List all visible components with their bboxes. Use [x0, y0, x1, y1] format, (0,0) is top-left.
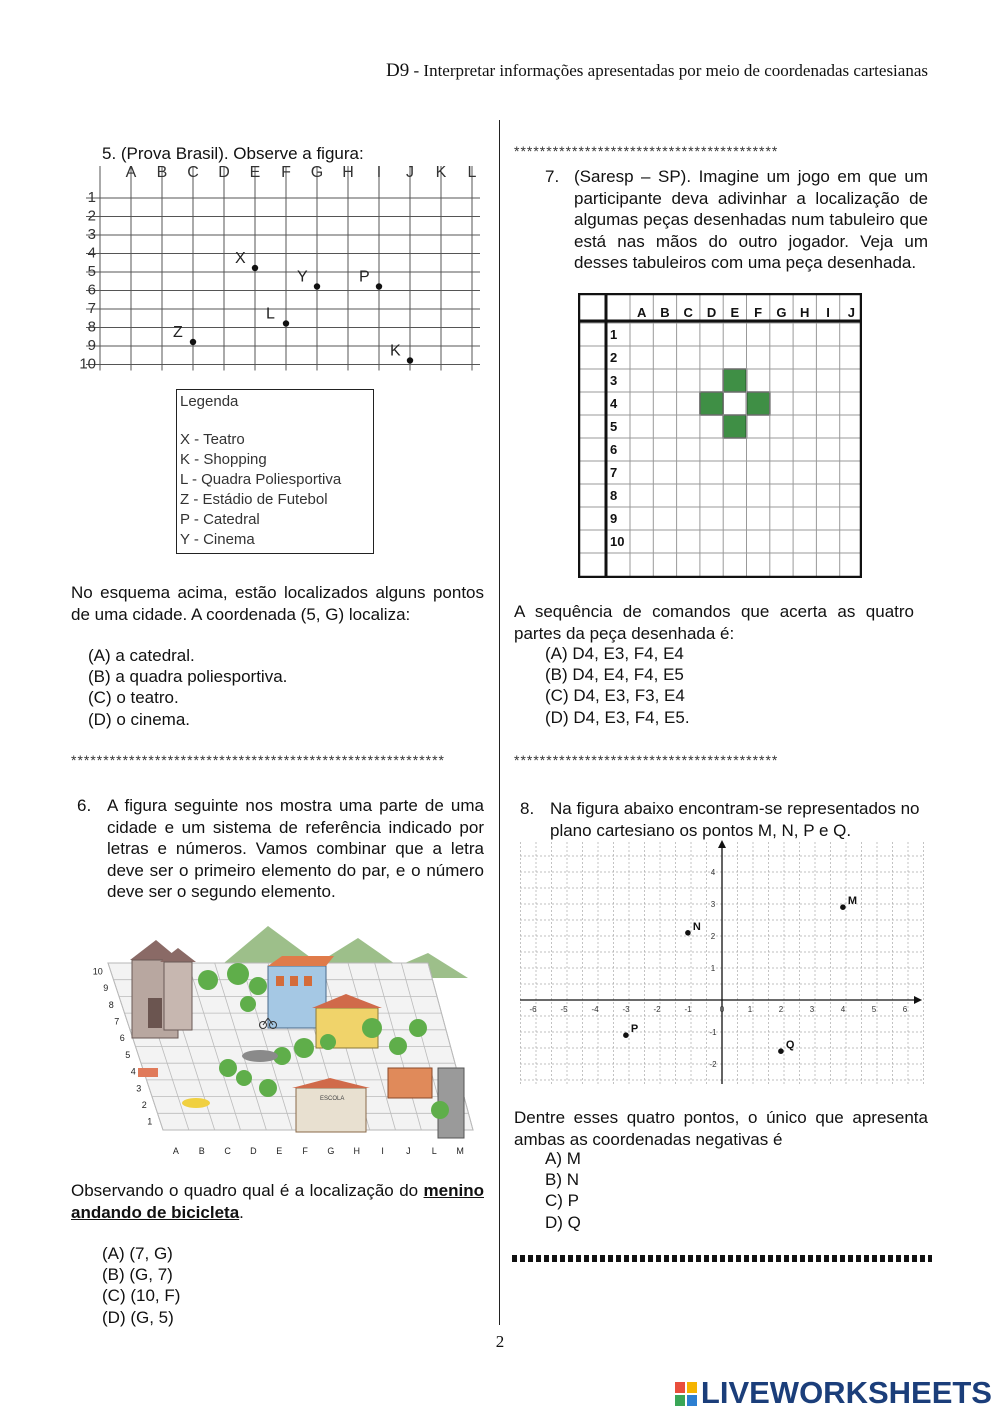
col-label: I [381, 1146, 384, 1156]
column-divider [499, 120, 500, 1325]
school-icon [292, 1078, 370, 1132]
q5-option-c[interactable]: (C) o teatro. [88, 688, 179, 708]
row-label: 10 [92, 966, 103, 977]
y-tick-label: 4 [710, 868, 716, 877]
board-filled-cell [723, 415, 746, 438]
q7-option-b[interactable]: (B) D4, E4, F4, E5 [545, 665, 684, 685]
row-label: 1 [610, 327, 618, 342]
col-label: E [249, 164, 261, 181]
x-tick-label: 4 [840, 1005, 846, 1014]
col-label: G [776, 305, 787, 320]
q6-option-b[interactable]: (B) (G, 7) [102, 1265, 173, 1285]
q6-text [71, 1180, 484, 1223]
point-y [314, 283, 320, 289]
col-label: C [187, 164, 199, 181]
legend-title: Legenda [180, 393, 239, 410]
legend-item: L - Quadra Poliesportiva [180, 471, 342, 488]
col-label: D [218, 164, 230, 181]
col-label: J [847, 305, 855, 320]
row-label: 6 [119, 1033, 125, 1044]
row-label: 4 [87, 244, 96, 262]
row-label: 6 [610, 442, 618, 457]
separator-stars: ***************************************** [514, 752, 779, 768]
page-number: 2 [495, 1332, 505, 1351]
brand-icon [675, 1382, 697, 1406]
board-filled-cell [723, 369, 746, 392]
q7-option-d[interactable]: (D) D4, E3, F4, E5. [545, 707, 690, 727]
row-label: 2 [87, 207, 96, 225]
row-label: 2 [141, 1099, 147, 1110]
q7-board [578, 293, 862, 578]
row-label: 8 [87, 318, 96, 336]
col-label: B [660, 305, 670, 320]
point-label: P [630, 1023, 639, 1036]
row-label: 3 [136, 1083, 142, 1094]
q5-legend [176, 389, 374, 554]
header-sep: - [409, 61, 424, 80]
point-p [623, 1032, 629, 1038]
col-label: K [435, 164, 447, 181]
q8-number: 8. [520, 799, 535, 818]
row-label: 3 [610, 373, 618, 388]
x-tick-label: 2 [778, 1005, 784, 1014]
row-label: 9 [103, 983, 109, 994]
col-label: F [281, 164, 291, 181]
col-label: L [431, 1146, 437, 1156]
point-x [252, 265, 258, 271]
q8-option-c[interactable]: C) P [545, 1191, 579, 1211]
row-label: 5 [610, 419, 618, 434]
q7-text: A sequência de comandos que acerta as quatro partes da peça desenhada é: [514, 602, 914, 643]
row-label: 6 [87, 281, 96, 299]
row-label: 4 [130, 1066, 136, 1077]
col-label: C [683, 305, 693, 320]
q8-options [545, 1148, 581, 1233]
col-label: E [730, 305, 740, 320]
y-tick-label: -2 [709, 1060, 717, 1069]
legend-item: Z - Estádio de Futebol [180, 491, 328, 508]
point-z [190, 339, 196, 345]
row-label: 7 [610, 465, 618, 480]
col-label: F [302, 1146, 308, 1156]
q6-option-d[interactable]: (D) (G, 5) [102, 1307, 174, 1327]
q6-option-a[interactable]: (A) (7, G) [102, 1244, 173, 1263]
row-label: 1 [147, 1116, 153, 1127]
row-label: 7 [87, 300, 96, 317]
x-tick-label: 5 [871, 1005, 877, 1014]
col-label: H [353, 1146, 360, 1156]
x-tick-label: -2 [653, 1005, 661, 1014]
point-label: Y [297, 268, 308, 286]
point-n [685, 930, 691, 936]
col-label: A [172, 1146, 179, 1156]
col-label: G [310, 164, 324, 181]
dashed-separator [512, 1255, 932, 1262]
point-label: L [266, 305, 275, 323]
q5-prompt: 5. (Prova Brasil). Observe a figura: [102, 144, 364, 163]
q5-option-d[interactable]: (D) o cinema. [88, 709, 191, 729]
church-icon [130, 940, 196, 1038]
legend-item: K - Shopping [180, 451, 267, 468]
col-label: M [456, 1146, 464, 1156]
point-label: Z [173, 324, 183, 341]
q8-text: Dentre esses quatro pontos, o único que apresenta ambas as coordenadas negativas é [514, 1108, 928, 1149]
col-label: J [406, 1146, 411, 1156]
x-axis-arrow [914, 996, 922, 1004]
q6-option-c[interactable]: (C) (10, F) [102, 1286, 181, 1306]
q5-text: No esquema acima, estão localizados alguns pontos de uma cidade. A coordenada (5, G) localiza: [71, 583, 484, 624]
q6-text-before: Observando o quadro qual é a localização do [71, 1181, 424, 1200]
legend-item: X - Teatro [180, 431, 245, 448]
col-label: H [342, 164, 354, 181]
y-tick-label: 2 [710, 932, 716, 941]
q8-option-b[interactable]: B) N [545, 1170, 579, 1190]
x-tick-label: -1 [684, 1005, 692, 1014]
separator-stars: ***************************************** [514, 143, 779, 159]
legend-item: Y - Cinema [180, 531, 255, 548]
col-label: B [156, 164, 168, 181]
brand-name: LIVEWORKSHEETS [700, 1375, 992, 1410]
col-label: I [826, 305, 830, 320]
q8-option-d[interactable]: D) Q [545, 1212, 581, 1232]
point-k [407, 357, 413, 363]
col-label: E [276, 1146, 283, 1156]
point-p [376, 283, 382, 289]
col-label: L [467, 164, 477, 181]
col-label: I [376, 164, 382, 181]
point-label: P [359, 268, 370, 286]
car-icon [182, 1098, 210, 1108]
house-icon [388, 1068, 432, 1098]
x-tick-label: 3 [809, 1005, 815, 1014]
x-tick-label: -4 [591, 1005, 599, 1014]
x-tick-label: -6 [529, 1005, 537, 1014]
q6-body: A figura seguinte nos mostra uma parte de uma cidade e um sistema de referência indicado por letras e números. Vamos combinar que a letra deve ser o primeiro elemento do par, e o número deve ser o segundo elemento. [107, 796, 484, 901]
q7-options [545, 643, 690, 728]
q6-options [102, 1243, 180, 1328]
q7-option-a[interactable]: (A) D4, E3, F4, E4 [545, 644, 684, 663]
q7-option-c[interactable]: (C) D4, E3, F3, E4 [545, 686, 685, 706]
col-label: A [636, 305, 647, 320]
separator-stars: ********************************************************** [71, 752, 445, 768]
header-code: D9 [386, 60, 410, 81]
q6-city-map [68, 918, 480, 1160]
car-icon [138, 1068, 158, 1077]
x-tick-label: 0 [719, 1005, 725, 1014]
y-axis-arrow [718, 840, 726, 848]
q6-text-after: . [239, 1202, 244, 1222]
point-label: M [847, 895, 858, 908]
q5-options [88, 645, 287, 730]
header-title: Interpretar informações apresentadas por meio de coordenadas cartesianas [423, 61, 928, 80]
point-label: Q [785, 1039, 795, 1052]
x-tick-label: 1 [747, 1005, 753, 1014]
row-label: 7 [114, 1016, 120, 1027]
legend-item: P - Catedral [180, 511, 260, 528]
board-filled-cell [700, 392, 723, 415]
row-label: 9 [87, 337, 96, 354]
q8-option-a[interactable]: A) M [545, 1149, 581, 1168]
q7-number: 7. [545, 167, 560, 186]
school-label: ESCOLA [320, 1096, 345, 1102]
q6-text-bold: menino andando de bicicleta [71, 1181, 484, 1222]
q5-grid [70, 160, 480, 382]
col-label: H [800, 305, 810, 320]
fountain-icon [242, 1050, 278, 1062]
y-tick-label: -1 [709, 1028, 717, 1037]
point-l [283, 320, 289, 326]
q5-option-a[interactable]: (A) a catedral. [88, 646, 195, 665]
col-label: D [706, 305, 717, 320]
col-label: A [125, 164, 137, 181]
board-filled-cell [747, 392, 770, 415]
q6-number: 6. [77, 796, 92, 815]
page-header [386, 60, 928, 82]
row-label: 4 [610, 396, 618, 411]
row-label: 10 [79, 355, 96, 373]
q8-cartesian-plane [518, 838, 926, 1088]
x-tick-label: 6 [902, 1005, 908, 1014]
point-label: N [692, 920, 701, 933]
y-tick-label: 1 [710, 964, 716, 973]
col-label: G [327, 1146, 335, 1156]
point-label: X [235, 250, 246, 267]
row-label: 3 [87, 226, 96, 243]
col-label: C [224, 1146, 231, 1156]
q5-option-b[interactable]: (B) a quadra poliesportiva. [88, 667, 288, 687]
x-tick-label: -3 [622, 1005, 630, 1014]
point-m [840, 904, 846, 910]
row-label: 5 [87, 263, 96, 280]
row-label: 8 [108, 999, 114, 1010]
row-label: 2 [610, 350, 618, 365]
x-tick-label: -5 [560, 1005, 568, 1014]
brand-logo[interactable] [675, 1375, 992, 1411]
row-label: 8 [610, 488, 618, 503]
row-label: 5 [125, 1049, 131, 1060]
row-label: 1 [87, 189, 96, 206]
col-label: J [406, 164, 414, 181]
col-label: B [198, 1146, 205, 1156]
y-tick-label: 3 [710, 900, 716, 909]
q7-body: (Saresp – SP). Imagine um jogo em que um participante deva adivinhar a localização de algumas peças desenhadas num tabuleiro que está nas mãos do outro jogador. Veja um desses tabuleiros com uma peça desenhada. [574, 167, 928, 272]
point-label: K [390, 342, 401, 360]
row-label: 10 [610, 534, 625, 549]
q8-body: Na figura abaixo encontram-se representados no plano cartesiano os pontos M, N, P e Q. [550, 799, 920, 840]
col-label: F [754, 305, 763, 320]
col-label: D [250, 1146, 257, 1156]
row-label: 9 [610, 511, 618, 526]
point-q [778, 1048, 784, 1054]
